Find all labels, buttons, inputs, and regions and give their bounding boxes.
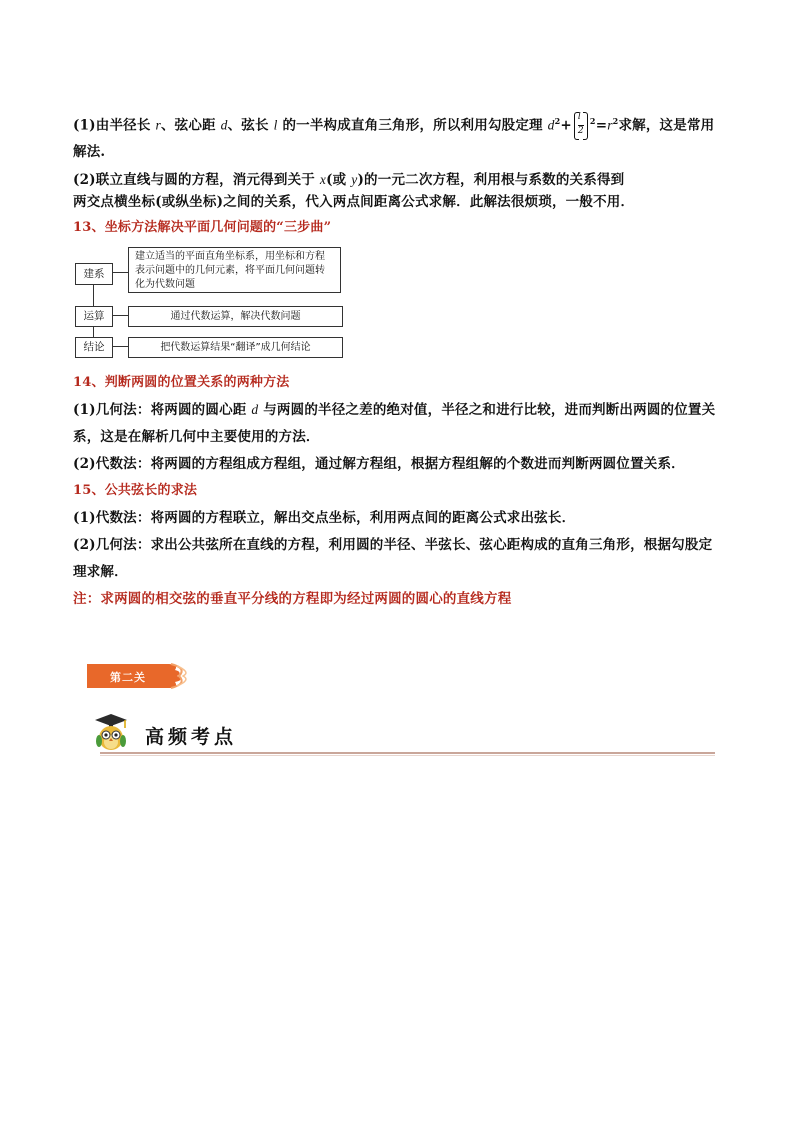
fraction-numerator: l [577,112,581,122]
var-r: r [155,117,161,133]
paragraph-2-line-1 [73,168,624,188]
paragraph-1-line-2: 解法. [73,144,106,160]
var-r: r [607,117,613,133]
text: (1)几何法：将两圆的圆心距 [73,402,252,418]
section-banner-label: 第二关 [110,671,146,684]
fraction-denominator: 2 [577,126,584,136]
text: 、弦心距 [160,117,221,134]
exponent: 2 [612,116,619,126]
heading-14: 14、判断两圆的位置关系的两种方法 [73,375,290,390]
note: 注：求两圆的相交弦的垂直平分线的方程即为经过两圆的圆心的直线方程 [73,591,512,607]
paragraph-14-1-line-1 [73,398,715,418]
paragraph-14-1-line-2: 系，这是在解析几何中主要使用的方法． [73,429,320,445]
var-x: x [319,172,327,187]
connector [111,346,128,347]
heading-15: 15、公共弦长的求法 [73,483,198,498]
desc-line: 表示问题中的几何元素，将平面几何问题转 [135,265,325,276]
text: (1)由半径长 [73,117,156,134]
equals-sign: = [595,117,608,134]
text: 与两圆的半径之差的绝对值，半径之和进行比较，进而判断出两圆的位置关 [258,402,716,418]
plus-sign: + [560,117,572,134]
text: )的一元二次方程，利用根与系数的关系得到 [357,172,625,188]
step-desc-conclude [128,337,343,358]
paragraph-1-line-1 [73,112,714,140]
step-desc-compute [128,306,343,327]
desc-line: 通过代数运算，解决代数问题 [170,311,301,322]
var-y: y [351,172,358,187]
section-underline [100,752,715,754]
step-label-compute: 运算 [75,306,113,327]
graduate-owl-icon [93,712,129,752]
paragraph-15-2-line-2: 理求解． [73,564,128,580]
desc-line: 建立适当的平面直角坐标系，用坐标和方程 [135,251,325,262]
text: 、弦长 [227,117,274,134]
heading-13: 13、坐标方法解决平面几何问题的“三步曲” [73,220,332,235]
paragraph-14-2: (2)代数法：将两圆的方程组成方程组，通过解方程组，根据方程组解的个数进而判断两圆位置关系． [73,456,685,472]
step-label-conclude: 结论 [75,337,113,358]
paragraph-15-2-line-1: (2)几何法：求出公共弦所在直线的方程，利用圆的半径、半弦长、弦心距构成的直角三角形，根据勾股定 [73,537,713,553]
exponent: 2 [589,116,596,126]
var-l: l [273,117,278,133]
paragraph-2-line-2: 两交点横坐标(或纵坐标)之间的关系，代入两点间距离公式求解．此解法很烦琐，一般不用． [73,194,635,210]
exponent: 2 [554,116,561,126]
var-d: d [220,117,228,133]
var-d: d [547,117,555,133]
paragraph-15-1: (1)代数法：将两圆的方程联立，解出交点坐标，利用两点间的距离公式求出弦长． [73,510,576,526]
text: (或 [326,172,352,188]
text: 的一半构成直角三角形，所以利用勾股定理 [277,117,548,134]
connector [111,272,128,273]
step-desc-build [128,247,341,293]
section-underline-shadow [100,755,715,756]
text: (2)联立直线与圆的方程，消元得到关于 [73,172,320,188]
text: 求解，这是常用 [618,117,715,134]
section-title: 高频考点 [145,726,238,748]
desc-line: 把代数运算结果“翻译”成几何结论 [160,342,311,353]
desc-line: 化为代数问题 [135,279,195,290]
fraction-l-over-2 [574,112,588,140]
connector [111,315,128,316]
var-d: d [251,402,259,417]
step-label-build: 建系 [75,263,113,285]
